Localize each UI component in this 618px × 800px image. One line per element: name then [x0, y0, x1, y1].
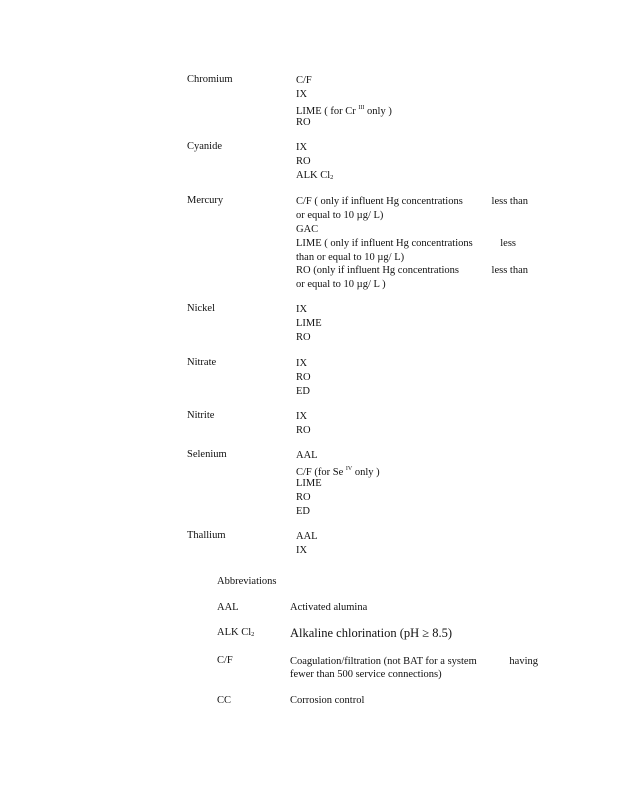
treatment-line: IX — [296, 358, 308, 369]
treatment-line: ED — [296, 505, 310, 517]
contaminant-name: Nitrate — [187, 357, 217, 368]
treatment-list — [296, 195, 536, 292]
treatment-line: IX — [296, 142, 308, 153]
treatment-list — [296, 410, 536, 438]
treatment-line: RO — [296, 424, 311, 436]
treatment-line: IX — [296, 544, 308, 556]
contaminant-name: Chromium — [187, 74, 233, 85]
abbreviation-description: Activated alumina — [290, 602, 368, 613]
treatment-line: LIME ( only if influent Hg concentrations less — [296, 237, 516, 249]
treatment-line: IX — [296, 88, 308, 100]
contaminant-name: Mercury — [187, 195, 224, 206]
treatment-line: ED — [296, 385, 310, 397]
treatment-line: RO (only if influent Hg concentrations less than — [296, 265, 528, 277]
treatment-line: RO — [296, 491, 311, 503]
treatment-line: GAC — [296, 223, 319, 235]
treatment-line: or equal to 10 µg/ L) — [296, 209, 384, 221]
contaminant-name: Cyanide — [187, 141, 222, 152]
treatment-line: AAL — [296, 531, 318, 542]
treatment-line: LIME — [296, 477, 322, 489]
abbreviation-code: C/F — [217, 655, 233, 666]
treatment-line: AAL — [296, 450, 318, 461]
contaminant-name: Nickel — [187, 303, 215, 314]
abbreviation-code: AAL — [217, 602, 239, 613]
abbreviation-description: Corrosion control — [290, 695, 365, 706]
treatment-line: RO — [296, 371, 311, 383]
abbreviation-code: CC — [217, 695, 232, 706]
abbreviation-description: Coagulation/filtration (not BAT for a system having fewer than 500 service connections) — [290, 656, 538, 680]
abbreviations-heading: Abbreviations — [217, 576, 277, 587]
treatment-list — [296, 530, 536, 558]
treatment-line: or equal to 10 µg/ L ) — [296, 279, 386, 291]
treatment-line: C/F — [296, 75, 312, 86]
abbreviation-description: Alkaline chlorination (pH ≥ 8.5) — [290, 626, 453, 640]
treatment-line: LIME ( for Cr $^{III}$ only ) — [296, 104, 392, 117]
treatment-list — [296, 141, 536, 183]
treatment-line: RO — [296, 155, 311, 167]
treatment-line: IX — [296, 411, 308, 422]
contaminant-name: Thallium — [187, 530, 226, 541]
treatment-line: RO — [296, 331, 311, 343]
treatment-line: LIME — [296, 317, 322, 329]
treatment-list — [296, 303, 536, 345]
treatment-line: ALK $Cl_2$ — [296, 169, 334, 181]
treatment-line: IX — [296, 304, 308, 315]
treatment-list — [296, 74, 536, 130]
treatment-line: C/F (for Se $^{IV}$ only ) — [296, 465, 380, 478]
treatment-line: than or equal to 10 µg/ L) — [296, 251, 405, 263]
treatment-list — [296, 449, 536, 518]
abbreviation-code: ALK $Cl_2$ — [217, 627, 255, 638]
treatment-list — [296, 357, 536, 399]
contaminant-name: Selenium — [187, 449, 227, 460]
treatment-line: C/F ( only if influent Hg concentrations less than — [296, 196, 528, 207]
contaminant-name: Nitrite — [187, 410, 215, 421]
treatment-line: RO — [296, 116, 311, 128]
